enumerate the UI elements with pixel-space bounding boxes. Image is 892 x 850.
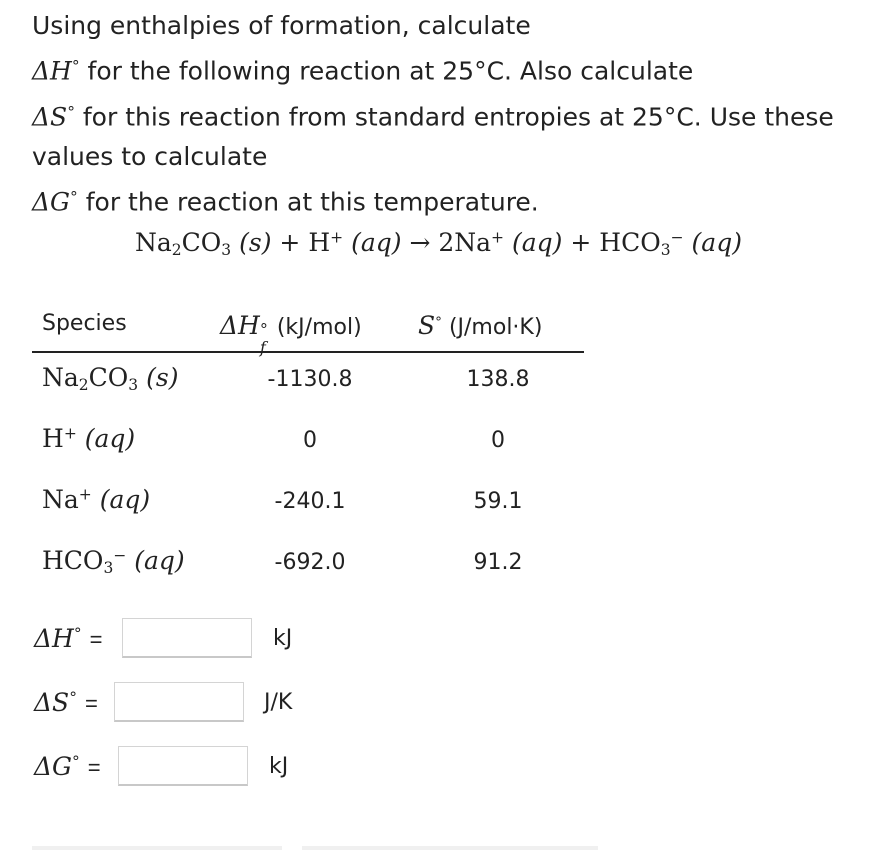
table-row	[32, 353, 584, 414]
entropy-value: 59.1	[473, 489, 523, 514]
prompt-line-5	[32, 177, 872, 223]
species-name: Na+ (aq)	[42, 485, 151, 514]
enthalpy-value: -692.0	[274, 550, 346, 575]
entropy-value: 91.2	[473, 550, 523, 575]
plus-sign: +	[570, 228, 592, 257]
plus-sign: +	[279, 228, 301, 257]
table-row	[32, 536, 584, 597]
species-name: $HCO_3^-$ (aq)	[42, 546, 185, 577]
question-prompt	[32, 6, 872, 223]
dg-label: ΔG° =	[34, 752, 101, 781]
standard-degree-mark: °	[71, 57, 80, 75]
dg-unit: kJ	[269, 754, 289, 779]
prompt-line-3	[32, 92, 872, 138]
table-row	[32, 414, 584, 475]
table-header	[32, 305, 584, 357]
header-enthalpy: ΔH ° f (kJ/mol)	[220, 311, 362, 357]
prompt-line-4: values to calculate	[32, 142, 268, 172]
enthalpy-value: -1130.8	[267, 367, 353, 392]
ds-label: ΔS° =	[34, 688, 98, 717]
dg-answer-input[interactable]	[118, 746, 248, 786]
enthalpy-value: 0	[303, 428, 317, 453]
species-name: H+ (aq)	[42, 424, 136, 453]
prompt-line-1: Using enthalpies of formation, calculate	[32, 11, 531, 40]
table-body	[32, 353, 584, 597]
species-name: $Na_2CO_3$ (s)	[42, 363, 179, 394]
header-entropy: S° (J/mol·K)	[418, 311, 543, 340]
dh-answer-input[interactable]	[122, 618, 252, 658]
dh-label: ΔH° =	[34, 624, 103, 653]
entropy-value: 0	[491, 428, 505, 453]
dh-unit: kJ	[273, 626, 293, 651]
prompt-line-2	[32, 46, 872, 92]
delta-h-symbol: ΔH	[32, 56, 72, 86]
reactant-1: $Na_2CO_3$ (s)	[135, 228, 272, 259]
product-2: $HCO_3^-$ (aq)	[599, 228, 742, 259]
reactant-2: H+ (aq)	[308, 228, 402, 257]
standard-degree-mark: °	[70, 188, 78, 207]
product-1: 2Na+ (aq)	[438, 228, 563, 257]
ds-answer-input[interactable]	[114, 682, 244, 722]
prompt-line-5-text: for the reaction at this temperature.	[77, 187, 539, 217]
prompt-line-3-text: for this reaction from standard entropies at 25°C. Use these	[74, 102, 834, 132]
reaction-arrow: →	[409, 228, 431, 257]
enthalpy-value: -240.1	[274, 489, 346, 514]
bottom-divider	[302, 846, 598, 850]
delta-g-symbol: ΔG	[32, 187, 71, 217]
thermo-data-table	[32, 305, 584, 597]
bottom-divider	[32, 846, 282, 850]
ds-unit: J/K	[264, 690, 293, 715]
table-row	[32, 475, 584, 536]
prompt-line-2-text: for the following reaction at 25°C. Also calculate	[79, 56, 694, 86]
reaction-equation	[135, 228, 742, 259]
entropy-value: 138.8	[466, 367, 530, 392]
standard-degree-mark: °	[67, 102, 75, 121]
header-species: Species	[42, 311, 127, 336]
delta-s-symbol: ΔS	[32, 102, 68, 132]
